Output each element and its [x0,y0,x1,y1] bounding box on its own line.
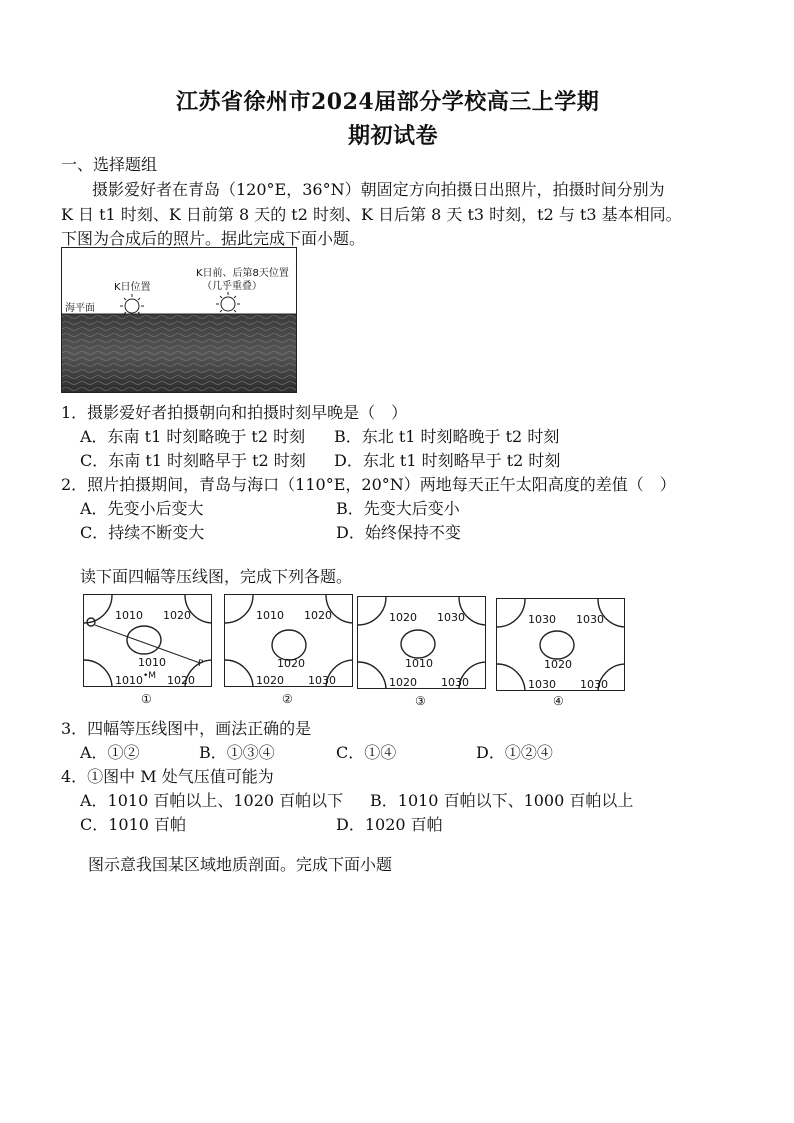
intro1-line3: 下图为合成后的照片。据此完成下面小题。 [61,229,366,248]
map3-label-tl: 1020 [389,611,417,624]
q1-stem: 1．摄影爱好者拍摄朝向和拍摄时刻早晚是（ ） [61,403,408,422]
q2-option-a[interactable]: A．先变小后变大 [80,499,204,518]
map1-label-tl: 1010 [115,609,143,622]
map1-point-m: •M [143,671,157,681]
q1-option-a[interactable]: A．东南 t1 时刻略晚于 t2 时刻 [80,427,306,446]
intro2: 读下面四幅等压线图，完成下列各题。 [80,567,353,586]
map4-label-tl: 1030 [528,613,556,626]
sea-level-label: 海平面 [65,303,95,314]
map3-number: ③ [415,694,426,708]
map3-label-center: 1010 [405,657,433,670]
intro1-line1: 摄影爱好者在青岛（120°E，36°N）朝固定方向拍摄日出照片，拍摄时间分别为 [92,180,665,199]
isobar-map-3 [357,596,486,689]
isobar-map-2 [224,594,353,687]
isobar-map-4 [496,598,625,691]
q4-stem: 4．①图中 M 处气压值可能为 [61,767,274,786]
intro1-line2: K 日 t1 时刻、K 日前第 8 天的 t2 时刻、K 日后第 8 天 t3 时刻，t2 与 t3 基本相同。 [61,205,682,224]
map2-label-tr: 1020 [304,609,332,622]
map2-label-center: 1020 [277,657,305,670]
map3-label-br: 1030 [441,676,469,689]
q1-option-d[interactable]: D．东北 t1 时刻略早于 t2 时刻 [334,451,561,470]
map4-number: ④ [553,694,564,708]
map1-number: ① [141,692,152,706]
q2-option-c[interactable]: C．持续不断变大 [80,523,205,542]
map3-label-bl: 1020 [389,676,417,689]
q3-option-b[interactable]: B．①③④ [199,743,275,762]
overlap-label: （几乎重叠） [202,281,262,292]
q3-option-a[interactable]: A．①② [80,743,140,762]
q3-option-c[interactable]: C．①④ [336,743,397,762]
q2-stem: 2．照片拍摄期间，青岛与海口（110°E，20°N）两地每天正午太阳高度的差值（ ） [61,475,676,494]
doc-title-line2: 期初试卷 [348,123,439,149]
q1-option-c[interactable]: C．东南 t1 时刻略早于 t2 时刻 [80,451,306,470]
k-day-label: K日位置 [114,282,151,293]
isobar-map-1 [83,594,212,687]
q2-option-b[interactable]: B．先变大后变小 [336,499,460,518]
map3-label-tr: 1030 [437,611,465,624]
q2-option-d[interactable]: D．始终保持不变 [336,523,461,542]
before-after-label: K日前、后第8天位置 [196,268,289,279]
map2-label-tl: 1010 [256,609,284,622]
q3-option-d[interactable]: D．①②④ [476,743,553,762]
map4-label-br: 1030 [580,678,608,691]
sunrise-photo [61,247,297,393]
map2-label-bl: 1020 [256,674,284,687]
map2-number: ② [282,692,293,706]
map1-label-br: 1020 [167,674,195,687]
q1-option-b[interactable]: B．东北 t1 时刻略晚于 t2 时刻 [334,427,560,446]
map4-label-center: 1020 [544,658,572,671]
section-heading: 一、选择题组 [61,155,158,174]
map4-label-tr: 1030 [576,613,604,626]
q4-option-a[interactable]: A．1010 百帕以上、1020 百帕以下 [80,791,344,810]
map2-label-br: 1030 [308,674,336,687]
intro3: 图示意我国某区域地质剖面。完成下面小题 [88,855,393,874]
map1-label-tr: 1020 [163,609,191,622]
q3-stem: 3．四幅等压线图中，画法正确的是 [61,719,312,738]
q4-option-b[interactable]: B．1010 百帕以下、1000 百帕以上 [370,791,634,810]
map1-point-p: P [198,659,204,669]
q4-option-d[interactable]: D．1020 百帕 [336,815,443,834]
q4-option-c[interactable]: C．1010 百帕 [80,815,187,834]
doc-title-line1: 江苏省徐州市2024届部分学校高三上学期 [176,89,600,115]
map1-label-bl: 1010 [115,674,143,687]
map4-label-bl: 1030 [528,678,556,691]
map1-label-center: 1010 [138,656,166,669]
